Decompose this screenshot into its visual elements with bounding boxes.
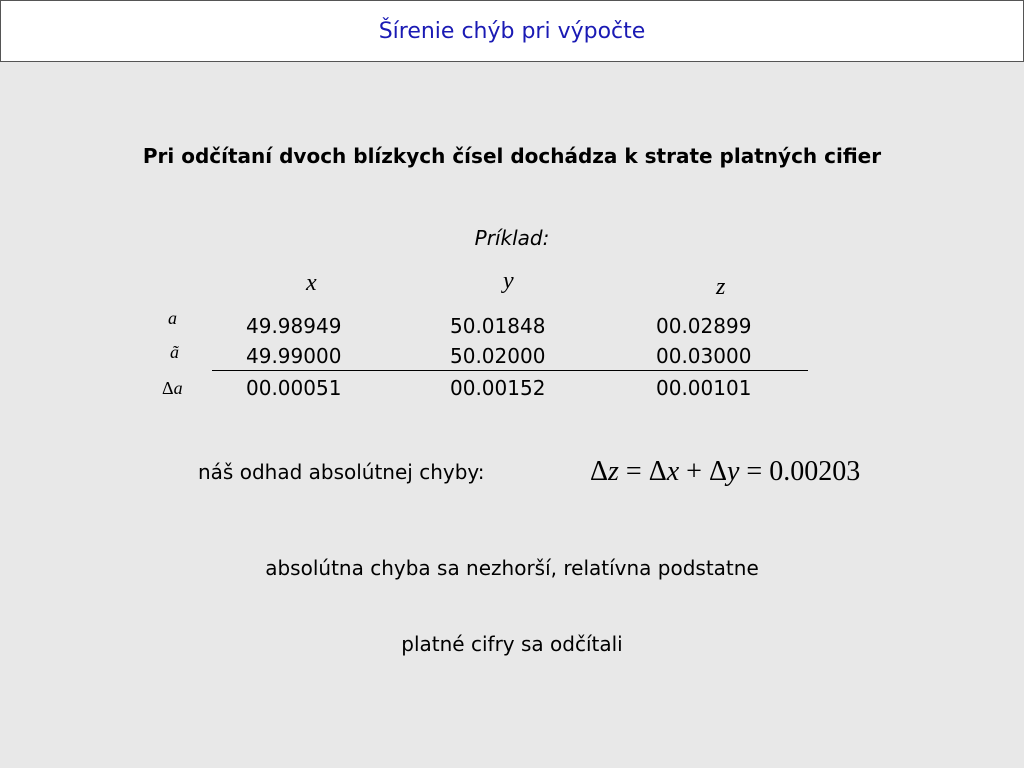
formula-var-y: y: [726, 456, 740, 487]
formula-result: 0.00203: [769, 456, 861, 487]
slide-title-bar: [0, 0, 1024, 62]
estimate-label: náš odhad absolútnej chyby:: [198, 460, 485, 484]
row-label-a-tilde: ã: [170, 342, 179, 362]
cell-delta-x: 00.00051: [246, 376, 342, 400]
slide-title: Šírenie chýb pri výpočte: [378, 18, 646, 44]
cell-a-y: 50.01848: [450, 314, 546, 338]
row-label-a: a: [168, 308, 177, 328]
column-header-z: z: [716, 274, 726, 300]
cell-a-tilde-x: 49.99000: [246, 344, 342, 368]
row-label-delta-a: Δa: [162, 378, 183, 398]
formula-var-x: x: [666, 456, 680, 487]
formula-equals-1: =: [625, 456, 642, 487]
formula-var-z: z: [608, 456, 619, 487]
formula-delta-z: Δ: [590, 456, 609, 487]
note-absolute-error: absolútna chyba sa nezhorší, relatívna podstatne: [265, 556, 759, 580]
cell-a-x: 49.98949: [246, 314, 342, 338]
note-significant-digits: platné cifry sa odčítali: [401, 632, 623, 656]
row-label-delta-a-var: a: [173, 378, 183, 398]
cell-delta-y: 00.00152: [450, 376, 546, 400]
cell-a-tilde-y: 50.02000: [450, 344, 546, 368]
formula-delta-x: Δ: [648, 456, 667, 487]
cell-a-z: 00.02899: [656, 314, 752, 338]
error-formula: [590, 456, 860, 488]
formula-delta-y: Δ: [708, 456, 727, 487]
column-header-y: y: [503, 268, 514, 294]
cell-delta-z: 00.00101: [656, 376, 752, 400]
column-header-x: x: [306, 270, 317, 296]
table-divider: [212, 370, 808, 371]
formula-plus: +: [686, 456, 702, 487]
example-label: Príklad:: [474, 226, 550, 250]
cell-a-tilde-z: 00.03000: [656, 344, 752, 368]
main-heading: Pri odčítaní dvoch blízkych čísel dochádza k strate platných cifier: [142, 144, 882, 168]
formula-equals-2: =: [746, 456, 763, 487]
